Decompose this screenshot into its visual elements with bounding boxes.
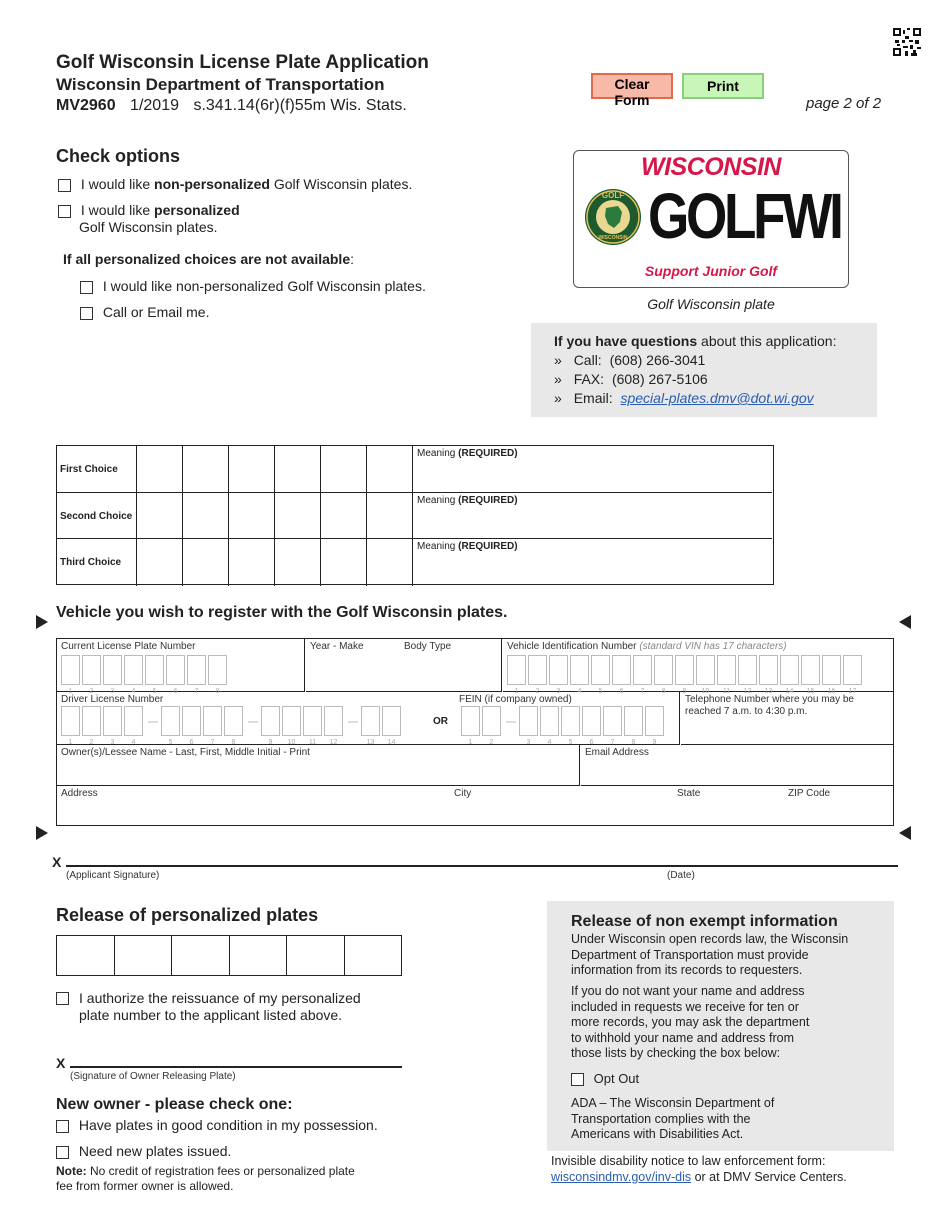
questions-call (554, 352, 705, 368)
option-personalized-pre: I would like (80, 202, 155, 218)
nonexempt-paragraph-2: If you do not want your name and address included in requests we receive for ten or more records, you may ask the department to withhold your name and address from those lists by checking the box below: (571, 984, 810, 1060)
meaning-required: (REQUIRED) (458, 494, 518, 506)
vin-char-box[interactable] (780, 655, 799, 695)
vin-char-box[interactable] (822, 655, 841, 695)
vin-field (503, 639, 893, 695)
vin-char-box[interactable] (696, 655, 715, 695)
new-owner-heading: New owner - please check one: (56, 1096, 293, 1113)
fein-cells (461, 706, 666, 746)
qr-code (893, 28, 921, 56)
cell-index: 17 (848, 688, 857, 695)
opt-out-label: Opt Out (593, 1071, 640, 1086)
fallback-option-1-label: I would like non-personalized Golf Wisconsin plates. (102, 278, 426, 294)
license-plate-image (573, 150, 849, 288)
call-email-checkbox[interactable] (80, 307, 93, 320)
choice-label: Third Choice (60, 557, 122, 568)
plate-char-box[interactable] (208, 655, 227, 695)
form-number: MV2960 (56, 97, 116, 114)
cell-index: 4 (131, 739, 136, 746)
owner-signature-label: (Signature of Owner Releasing Plate) (70, 1071, 236, 1082)
fax-label: FAX: (573, 371, 605, 387)
cell-index: 11 (722, 688, 731, 695)
vin-char-box[interactable] (591, 655, 610, 695)
choice-char-box[interactable] (182, 539, 228, 586)
cell-index: 2 (89, 739, 94, 746)
choice-char-box[interactable] (366, 446, 412, 492)
cell-index: 6 (619, 688, 624, 695)
cell-index: 15 (806, 688, 815, 695)
disability-notice (551, 1154, 891, 1185)
fallback-option-2 (80, 304, 209, 320)
form-statute: s.341.14(6r)(f)55m Wis. Stats. (193, 97, 407, 114)
department-name: Wisconsin Department of Transportation (56, 75, 385, 94)
meaning-required: (REQUIRED) (458, 541, 518, 552)
choice-char-box[interactable] (136, 446, 182, 492)
plate-char-box[interactable] (124, 655, 143, 695)
choice-char-box[interactable] (320, 539, 366, 586)
release-note (56, 1164, 356, 1194)
option-non-personalized-bold: non-personalized (154, 176, 270, 192)
right-arrow-icon (899, 615, 911, 629)
left-arrow-icon (36, 826, 48, 840)
cell-index: 13 (764, 688, 773, 695)
date-label: (Date) (667, 870, 695, 881)
separator-dash (506, 721, 516, 723)
vin-char-box[interactable] (738, 655, 757, 695)
vin-char-box[interactable] (675, 655, 694, 695)
vin-note: (standard VIN has 17 characters) (639, 641, 787, 652)
meaning-label: Meaning (417, 448, 456, 459)
questions-lead-rest: about this application: (697, 333, 837, 349)
cell-index: 1 (514, 688, 519, 695)
plate-char-box[interactable] (103, 655, 122, 695)
form-id-line (56, 97, 407, 115)
dl-char-box[interactable] (203, 706, 222, 746)
ada-statement: ADA – The Wisconsin Department of Transportation complies with the Americans with Disabilities Act. (571, 1096, 775, 1141)
vin-char-box[interactable] (759, 655, 778, 695)
dl-char-box[interactable] (182, 706, 201, 746)
cell-index: 3 (526, 739, 531, 746)
cell-index: 5 (568, 739, 573, 746)
clear-form-button[interactable]: Clear Form (591, 73, 673, 99)
plate-char-box[interactable] (187, 655, 206, 695)
fein-char-box[interactable] (540, 706, 559, 746)
form-title: Golf Wisconsin License Plate Application (56, 52, 429, 73)
cell-index: 7 (194, 688, 199, 695)
release-plate-box[interactable] (230, 936, 288, 975)
separator-dash (348, 721, 358, 723)
cell-index: 5 (152, 688, 157, 695)
choice-char-box[interactable] (366, 493, 412, 539)
release-note-text: No credit of registration fees or personalized plate fee from former owner is allowed. (56, 1164, 355, 1193)
cell-index: 8 (661, 688, 666, 695)
release-plate-boxes (56, 935, 402, 976)
meaning-field[interactable] (412, 493, 772, 539)
telephone-field[interactable] (681, 692, 893, 745)
cell-index: 3 (110, 739, 115, 746)
dl-char-box[interactable] (82, 706, 101, 746)
check-options-heading: Check options (56, 146, 181, 166)
meaning-required: (REQUIRED) (458, 448, 518, 459)
left-arrow-icon (36, 615, 48, 629)
cell-index: 9 (682, 688, 687, 695)
state-label: State (677, 788, 701, 799)
fein-char-box[interactable] (582, 706, 601, 746)
fein-char-box[interactable] (624, 706, 643, 746)
telephone-label: Telephone Number where you may be reached 7 a.m. to 4:30 p.m. (685, 694, 854, 717)
vin-char-box[interactable] (507, 655, 526, 695)
golf-wisconsin-seal (584, 188, 642, 246)
fallback-non-personalized-checkbox[interactable] (80, 281, 93, 294)
choice-char-box[interactable] (274, 539, 320, 586)
disability-notice-tail: or at DMV Service Centers. (691, 1169, 847, 1184)
option-non-personalized-pre: I would like (80, 176, 155, 192)
opt-out-checkbox[interactable] (571, 1073, 584, 1086)
choice-char-box[interactable] (274, 493, 320, 539)
current-plate-cells (61, 655, 229, 695)
vin-label: Vehicle Identification Number (507, 641, 637, 652)
bullet-icon: » (554, 352, 562, 368)
cell-index: 10 (701, 688, 710, 695)
vin-char-box[interactable] (801, 655, 820, 695)
choice-char-box[interactable] (320, 446, 366, 492)
choice-char-box[interactable] (320, 493, 366, 539)
call-number: (608) 266-3041 (609, 352, 706, 368)
email-link[interactable]: special-plates.dmv@dot.wi.gov (620, 390, 814, 406)
disability-notice-link[interactable]: wisconsindmv.gov/inv-dis (551, 1169, 692, 1184)
cell-index: 7 (210, 739, 215, 746)
dl-char-box[interactable] (282, 706, 301, 746)
dl-char-box[interactable] (124, 706, 143, 746)
cell-index: 8 (631, 739, 636, 746)
nonexempt-panel (547, 901, 894, 1151)
vin-char-box[interactable] (570, 655, 589, 695)
dl-char-box[interactable] (61, 706, 80, 746)
current-plate-field (57, 639, 305, 695)
authorize-option (56, 990, 376, 1024)
cell-index: 14 (785, 688, 794, 695)
meaning-field[interactable] (412, 446, 772, 492)
personalized-checkbox[interactable] (58, 205, 71, 218)
email-label: Email: (573, 390, 613, 406)
plate-char-box[interactable] (61, 655, 80, 695)
release-plate-box[interactable] (172, 936, 230, 975)
vin-char-box[interactable] (717, 655, 736, 695)
zip-label: ZIP Code (788, 788, 831, 799)
separator-dash (248, 721, 258, 723)
cell-index: 16 (827, 688, 836, 695)
address-label: Address (61, 788, 98, 799)
fein-char-box[interactable] (645, 706, 664, 746)
have-plates-option (56, 1117, 378, 1133)
have-plates-label: Have plates in good condition in my possession. (78, 1117, 378, 1133)
vin-char-box[interactable] (612, 655, 631, 695)
questions-lead (554, 333, 836, 349)
cell-index: 7 (610, 739, 615, 746)
cell-index: 3 (556, 688, 561, 695)
choice-char-box[interactable] (274, 446, 320, 492)
plate-char-box[interactable] (82, 655, 101, 695)
address-row[interactable] (57, 786, 893, 825)
dl-char-box[interactable] (382, 706, 401, 746)
seal-bottom-text: WISCONSIN (598, 235, 628, 241)
cell-index: 1 (68, 688, 73, 695)
vin-char-box[interactable] (843, 655, 862, 695)
plate-number-text: GOLFWI (648, 180, 841, 252)
authorize-checkbox[interactable] (56, 992, 69, 1005)
bullet-icon: » (554, 371, 562, 387)
driver-license-field (57, 692, 680, 745)
applicant-signature-x: X (52, 854, 62, 870)
release-note-bold: Note: (56, 1164, 87, 1178)
driver-license-label: Driver License Number (61, 694, 164, 705)
owner-name-label: Owner(s)/Lessee Name - Last, First, Middle Initial - Print (61, 747, 310, 758)
cell-index: 5 (168, 739, 173, 746)
email-address-field[interactable] (581, 745, 893, 786)
fallback-heading-bold: If all personalized choices are not available (63, 251, 351, 267)
choice-char-box[interactable] (228, 539, 274, 586)
option-non-personalized (58, 176, 412, 192)
owner-signature-line[interactable] (70, 1066, 402, 1068)
fallback-option-2-label: Call or Email me. (102, 304, 210, 320)
cell-index: 9 (652, 739, 657, 746)
questions-fax (554, 371, 708, 387)
need-plates-option (56, 1143, 231, 1159)
plate-char-box[interactable] (145, 655, 164, 695)
choice-row (57, 539, 772, 586)
dl-char-box[interactable] (361, 706, 380, 746)
nonexempt-paragraph-1: Under Wisconsin open records law, the Wisconsin Department of Transportation must provide information from its records to requesters. (571, 932, 849, 977)
fein-char-box[interactable] (461, 706, 480, 746)
cell-index: 12 (329, 739, 338, 746)
year-make-label: Year - Make (310, 641, 364, 652)
need-plates-label: Need new plates issued. (78, 1143, 232, 1159)
cell-index: 2 (535, 688, 540, 695)
cell-index: 2 (489, 739, 494, 746)
body-type-label: Body Type (404, 641, 452, 652)
cell-index: 3 (110, 688, 115, 695)
cell-index: 8 (231, 739, 236, 746)
choice-char-box[interactable] (182, 446, 228, 492)
plate-state: WISCONSIN (641, 153, 781, 181)
dl-char-box[interactable] (324, 706, 343, 746)
opt-out-option (571, 1071, 639, 1086)
cell-index: 1 (68, 739, 73, 746)
cell-index: 6 (589, 739, 594, 746)
current-plate-label: Current License Plate Number (61, 641, 196, 652)
fein-label: FEIN (if company owned) (459, 694, 572, 705)
cell-index: 2 (89, 688, 94, 695)
choice-row (57, 493, 772, 540)
choice-char-box[interactable] (136, 493, 182, 539)
cell-index: 14 (387, 739, 396, 746)
cell-index: 1 (468, 739, 473, 746)
non-personalized-checkbox[interactable] (58, 179, 71, 192)
choice-row (57, 446, 772, 493)
authorize-text: I authorize the reissuance of my personalized plate number to the applicant listed above. (79, 990, 361, 1023)
choice-char-box[interactable] (182, 493, 228, 539)
applicant-signature-label: (Applicant Signature) (66, 870, 160, 881)
disability-notice-text: Invisible disability notice to law enforcement form: (551, 1154, 826, 1168)
fallback-heading-colon: : (350, 251, 354, 267)
questions-lead-bold: If you have questions (554, 333, 698, 349)
meaning-field[interactable] (412, 539, 772, 586)
cell-index: 13 (366, 739, 375, 746)
vehicle-form (56, 638, 894, 826)
plate-char-box[interactable] (166, 655, 185, 695)
dl-char-box[interactable] (303, 706, 322, 746)
plate-choices-table (56, 445, 774, 585)
questions-panel (531, 323, 877, 417)
dl-char-box[interactable] (224, 706, 243, 746)
right-arrow-icon (899, 826, 911, 840)
vin-cells (507, 655, 864, 695)
choice-char-box[interactable] (366, 539, 412, 586)
applicant-signature-line[interactable] (66, 865, 898, 867)
release-plate-box[interactable] (287, 936, 345, 975)
cell-index: 4 (577, 688, 582, 695)
option-non-personalized-post: Golf Wisconsin plates. (269, 176, 413, 192)
cell-index: 11 (308, 739, 317, 746)
vin-char-box[interactable] (528, 655, 547, 695)
vehicle-heading: Vehicle you wish to register with the Golf Wisconsin plates. (56, 604, 508, 621)
cell-index: 12 (743, 688, 752, 695)
option-personalized-bold: personalized (154, 202, 240, 218)
option-personalized (58, 202, 240, 236)
form-revision: 1/2019 (130, 97, 179, 114)
choice-char-box[interactable] (136, 539, 182, 586)
city-label: City (454, 788, 472, 799)
release-heading: Release of personalized plates (56, 905, 319, 925)
cell-index: 7 (640, 688, 645, 695)
or-label: OR (433, 716, 448, 727)
cell-index: 4 (131, 688, 136, 695)
fein-char-box[interactable] (519, 706, 538, 746)
dl-char-box[interactable] (261, 706, 280, 746)
cell-index: 4 (547, 739, 552, 746)
choice-label: Second Choice (60, 510, 133, 522)
release-plate-box[interactable] (345, 936, 402, 975)
cell-index: 6 (189, 739, 194, 746)
call-label: Call: (573, 352, 602, 368)
meaning-label: Meaning (417, 494, 456, 506)
cell-index: 10 (287, 739, 296, 746)
need-plates-checkbox[interactable] (56, 1146, 69, 1159)
dl-char-box[interactable] (161, 706, 180, 746)
cell-index: 5 (598, 688, 603, 695)
year-make-field (306, 639, 502, 692)
seal-top-text: GOLF (601, 191, 625, 200)
fein-char-box[interactable] (603, 706, 622, 746)
email-address-label: Email Address (585, 747, 649, 758)
print-button[interactable]: Print (682, 73, 764, 99)
bullet-icon: » (554, 390, 562, 406)
owner-name-field[interactable] (57, 745, 580, 786)
page-indicator: page 2 of 2 (806, 95, 882, 112)
nonexempt-heading: Release of non exempt information (571, 913, 838, 930)
choice-label: First Choice (60, 464, 118, 475)
fallback-heading (63, 251, 354, 267)
dl-char-box[interactable] (103, 706, 122, 746)
vin-char-box[interactable] (654, 655, 673, 695)
plate-tagline: Support Junior Golf (644, 263, 778, 279)
owner-signature-x: X (56, 1055, 66, 1071)
release-plate-box[interactable] (57, 936, 115, 975)
choice-char-box[interactable] (228, 493, 274, 539)
vin-char-box[interactable] (549, 655, 568, 695)
fallback-option-1 (80, 278, 426, 294)
option-personalized-post: Golf Wisconsin plates. (79, 219, 218, 235)
meaning-label: Meaning (417, 541, 456, 552)
have-plates-checkbox[interactable] (56, 1120, 69, 1133)
questions-email (554, 390, 814, 406)
fein-char-box[interactable] (561, 706, 580, 746)
release-plate-box[interactable] (115, 936, 173, 975)
fax-number: (608) 267-5106 (611, 371, 708, 387)
vin-char-box[interactable] (633, 655, 652, 695)
plate-caption: Golf Wisconsin plate (647, 296, 775, 312)
cell-index: 8 (215, 688, 220, 695)
cell-index: 9 (268, 739, 273, 746)
driver-license-cells (61, 706, 403, 746)
fein-char-box[interactable] (482, 706, 501, 746)
separator-dash (148, 721, 158, 723)
cell-index: 6 (173, 688, 178, 695)
choice-char-box[interactable] (228, 446, 274, 492)
